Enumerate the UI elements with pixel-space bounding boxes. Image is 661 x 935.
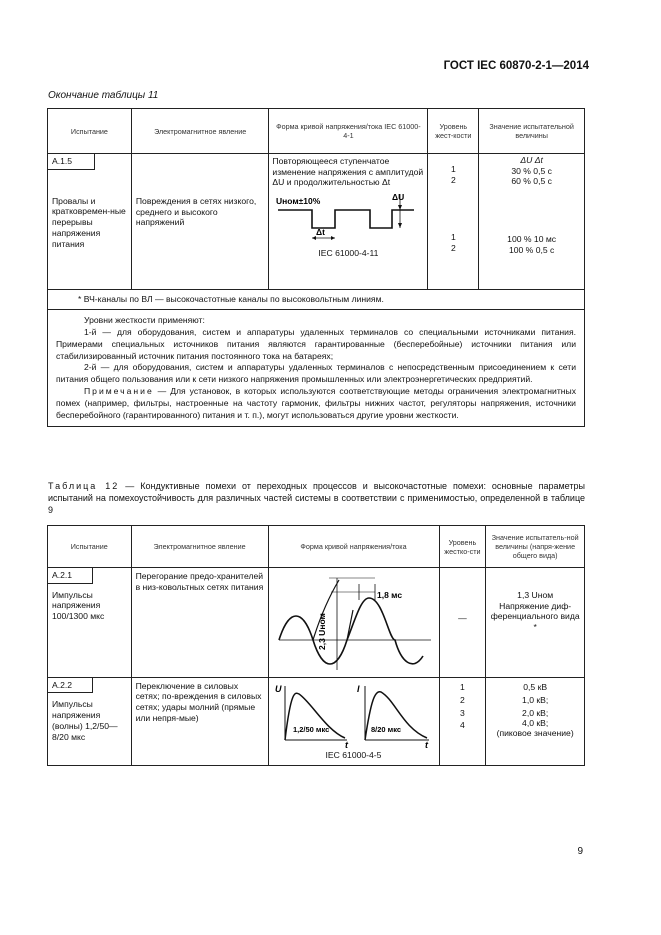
table12-caption bbox=[48, 481, 585, 517]
dt-label: Δt bbox=[316, 227, 326, 238]
level: 2 bbox=[450, 243, 456, 254]
value: 60 % 0,5 с bbox=[511, 176, 552, 187]
test-code: A.2.1 bbox=[48, 568, 93, 584]
axis-t-label: t bbox=[424, 739, 428, 750]
level: 2 bbox=[450, 174, 456, 185]
axis-i-label: I bbox=[356, 683, 360, 694]
table11-caption: Окончание таблицы 11 bbox=[48, 90, 159, 101]
impulse-waveform-figure bbox=[271, 680, 437, 750]
value-desc: Напряжение диф-ференциального вида * bbox=[490, 600, 580, 633]
value: (пиковое значение) bbox=[496, 727, 574, 738]
note-level-1: 1-й — для оборудования, систем и аппаратуры удаленных терминалов со специальными источниками питания. Примерами специальных источников питания являются гарантированные (бесперебойные) источники питания или стабилизированный источник питания постоянного тока на батареях; bbox=[56, 326, 576, 361]
values-head: ΔU Δt bbox=[520, 155, 543, 165]
test-name: Импульсы напряжения 100/1300 мкс bbox=[52, 589, 105, 622]
surge-waveform-figure bbox=[271, 570, 437, 672]
phenomenon-text: Повреждения в сетях низкого, среднего и высокого напряжений bbox=[131, 154, 269, 290]
amplitude-label: 2,3 Uном bbox=[316, 613, 327, 650]
level: 2 bbox=[460, 694, 465, 705]
waveform-ref: IEC 61000-4-5 bbox=[325, 750, 382, 761]
unom-label: Uном±10% bbox=[276, 196, 321, 207]
col-test: Испытание bbox=[48, 526, 132, 568]
col-waveform: Форма кривой напряжения/тока IEC 61000-4-1 bbox=[269, 109, 428, 154]
phenomenon-text: Переключение в силовых сетях; по-вреждения в силовых сетях; удары молний (прямые или непря-мые) bbox=[131, 677, 268, 765]
table-row bbox=[48, 677, 585, 765]
axis-t-label: t bbox=[344, 739, 348, 750]
level: 1 bbox=[450, 232, 456, 243]
col-phenomenon: Электромагнитное явление bbox=[131, 526, 268, 568]
wave-1-label: 1,2/50 мкс bbox=[292, 724, 329, 734]
table-11 bbox=[47, 108, 585, 427]
col-level: Уровень жестко-сти bbox=[439, 526, 486, 568]
level: 3 bbox=[460, 707, 465, 718]
value: 4,0 кВ; bbox=[522, 718, 549, 729]
table-12 bbox=[47, 525, 585, 766]
note-label: Примечание bbox=[84, 386, 154, 397]
value: 100 % 0,5 с bbox=[508, 244, 555, 255]
level: 4 bbox=[460, 720, 465, 731]
test-code: A.2.2 bbox=[48, 678, 93, 694]
test-name: Провалы и кратковремен-ные перерывы напряжения питания bbox=[52, 195, 126, 249]
table-row bbox=[48, 568, 585, 678]
waveform-description: Повторяющееся ступенчатое изменение напряжения с амплитудой ΔU и продолжительностью Δt bbox=[272, 156, 424, 188]
waveform-ref: IEC 61000-4-11 bbox=[318, 248, 379, 259]
value: 0,5 кВ bbox=[523, 681, 548, 692]
table-footnote: * ВЧ-каналы по ВЛ — высокочастотные каналы по высоковольтным линиям. bbox=[48, 290, 585, 310]
value: 100 % 10 мс bbox=[507, 234, 557, 245]
axis-u-label: U bbox=[274, 683, 281, 694]
time-label: 1,8 мс bbox=[376, 590, 402, 600]
col-waveform: Форма кривой напряжения/тока bbox=[268, 526, 439, 568]
col-test: Испытание bbox=[48, 109, 132, 154]
level: — bbox=[439, 568, 486, 678]
test-name: Импульсы напряжения (волны) 1,2/50—8/20 мкс bbox=[52, 699, 118, 742]
note-level-2: 2-й — для оборудования, систем и аппаратуры удаленных терминалов с непосредственным присоединением к сети питания общего пользования или к сети низкого напряжения промышленных или электроэнергетических предприятий. bbox=[56, 362, 576, 385]
value: 30 % 0,5 с bbox=[511, 165, 552, 176]
level: 1 bbox=[450, 164, 456, 174]
note-text: — Для установок, в которых используются соответствующие методы ограничения электромагнитных помех (например, фильтры, настроенные на частоту гармоник, фильтры нижних частот, регуляторы напряжения, источники бесперебойного (гарантированного) питания и т. п.), могут использоваться другие уровни жесткости. bbox=[56, 386, 576, 420]
phenomenon-text: Перегорание предо-хранителей в низ-ковольтных сетях питания bbox=[131, 568, 268, 678]
col-value: Значение испытательной величины bbox=[479, 109, 585, 154]
note-remark bbox=[56, 386, 576, 422]
page-number: 9 bbox=[577, 846, 583, 857]
wave-2-label: 8/20 мкс bbox=[370, 724, 401, 734]
table12-label: Таблица 12 bbox=[48, 481, 120, 491]
level: 1 bbox=[460, 681, 465, 692]
col-level: Уровень жест-кости bbox=[428, 109, 479, 154]
standard-number: ГОСТ IEC 60870-2-1—2014 bbox=[443, 60, 589, 72]
dip-waveform-figure bbox=[272, 188, 422, 250]
test-code: A.1.5 bbox=[48, 154, 95, 170]
table-row bbox=[48, 154, 585, 290]
value-main: 1,3 Uном bbox=[517, 590, 554, 600]
note-levels-intro: Уровни жесткости применяют: bbox=[84, 315, 205, 325]
du-label: ΔU bbox=[392, 192, 405, 203]
col-phenomenon: Электромагнитное явление bbox=[131, 109, 269, 154]
value: 2,0 кВ; bbox=[522, 707, 549, 718]
table12-caption-text: — Кондуктивные помехи от переходных процессов и высокочастотные помехи: основные параметры испытаний на помехоустойчивость для различных частей системы в соответствии с применимостью, определенной в таблице 9 bbox=[48, 481, 585, 515]
value: 1,0 кВ; bbox=[522, 694, 549, 705]
col-value: Значение испытатель-ной величины (напря-жение общего вида) bbox=[486, 526, 585, 568]
